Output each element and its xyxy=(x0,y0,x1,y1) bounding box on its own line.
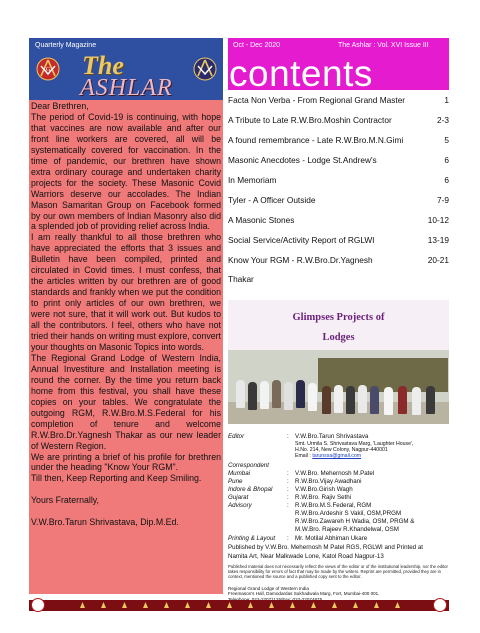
ornament-icon xyxy=(101,602,106,608)
lodge-address: Regional Grand Lodge of Western India Freemason's Hall, Damodardas Sukhadwala Marg, Fort, Mumbai-400 001. xyxy=(228,586,449,607)
ornament-icon xyxy=(164,602,169,608)
toc-item[interactable]: Masonic Anecdotes - Lodge St.Andrew's 6 xyxy=(228,155,449,165)
signature: V.W.Bro.Tarun Shrivastava, Dip.M.Ed. xyxy=(31,517,179,528)
ornament-icon xyxy=(269,602,274,608)
editorial-paragraph: Till then, Keep Reporting and Keep Smiling. xyxy=(31,473,202,484)
square-compass-emblem-right-icon xyxy=(193,54,217,84)
ornament-icon xyxy=(143,602,148,608)
editor-address-2: H.No. 214, New Colony, Nagpur-440001 xyxy=(295,447,388,453)
glimpses-heading xyxy=(228,300,449,350)
toc-item[interactable]: Tyler - A Officer Outside 7-9 xyxy=(228,195,449,205)
issue-volume: The Ashlar : Vol. XVI Issue III xyxy=(338,42,429,49)
toc-item[interactable]: Thakar xyxy=(228,274,254,284)
printing-name: Mr. Motilal Abhiman Ukare xyxy=(295,535,368,542)
ornament-icon xyxy=(80,602,85,608)
closing: Yours Fraternally, xyxy=(31,495,99,506)
correspondent-name: V.W.Bro.Girish Wagh xyxy=(295,486,353,493)
ornament-icon xyxy=(311,602,316,608)
svg-text:G: G xyxy=(45,67,51,73)
published-by: Published by V.W.Bro. Mehernosh M Patel RGS, RGLWI and Printed at Namita Art, Near Malkwade Lone, Katol Road Nagpur-13 xyxy=(228,544,423,560)
ornament-icon xyxy=(122,602,127,608)
toc-item[interactable]: A Masonic Stones 10-12 xyxy=(228,215,449,225)
toc-item[interactable]: A found remembrance - Late R.W.Bro.M.N.Gimi 5 xyxy=(228,135,449,145)
ornament-icon xyxy=(206,602,211,608)
footer-seal-right-icon xyxy=(433,598,447,612)
salutation: Dear Brethren, xyxy=(31,101,89,111)
correspondent-name: V.W.Bro. Mehernosh M.Patel xyxy=(295,470,375,477)
editor-role: Editor xyxy=(228,433,245,440)
toc-item[interactable]: A Tribute to Late R.W.Bro.Moshin Contractor 2-3 xyxy=(228,115,449,125)
glimpses-line-1: Glimpses Projects of xyxy=(292,312,385,323)
ornament-icon xyxy=(227,602,232,608)
editorial-text xyxy=(31,101,221,528)
ornament-icon xyxy=(353,602,358,608)
disclaimer: Published material does not necessarily reflect the views of the editor or of the institutional leadership, nor the editor takes responsibility for errors of fact that may be made by the writers. Reprint are permitted, provided they are in context, mentioned the source and a published copy sent to the editor. xyxy=(228,564,448,580)
masthead-ashlar: ASHLAR xyxy=(80,75,173,101)
editor-email-link[interactable]: tarunssa@gmail.com xyxy=(312,453,362,459)
editorial-paragraph: I am really thankful to all those brethren who have appreciated the efforts that 3 issues and Bulletin have been compiled, printed and circulated in Covid times. I must confess, that the articles written by our brethren are of good standards and frankly when we put the condition to print only articles of our own brethren, we were not sure, that it will work out. But kudos to all the contributors. I feel, others who have not tried their hands on writing must explore, convert your thoughts on Masonic Topics into words. xyxy=(31,232,221,352)
ornament-icon xyxy=(290,602,295,608)
editor-email-label: Email : xyxy=(295,453,311,459)
editorial-paragraph: We are printing a brief of his profile for brethren under the heading "Know Your RGM". xyxy=(31,451,221,473)
masthead-the: The xyxy=(82,51,124,80)
advisory-role: Advisory xyxy=(228,502,252,509)
advisory-name: R.W.Bro.Zawareh H Wadia, OSM, PRGM & xyxy=(295,518,415,525)
toc-item[interactable]: Facta Non Verba - From Regional Grand Master 1 xyxy=(228,95,449,105)
editor-address-1: Smt. Urmila S. Shrivastava Marg, 'Laughter House', xyxy=(295,441,414,447)
ornament-icon xyxy=(395,602,400,608)
ornament-icon xyxy=(185,602,190,608)
ornament-icon xyxy=(332,602,337,608)
correspondent-name: R.W.Bro.Vijay Awadhani xyxy=(295,478,362,485)
toc-item[interactable]: Know Your RGM - R.W.Bro.Dr.Yagnesh 20-21 xyxy=(228,255,449,265)
toc-item[interactable]: In Memoriam 6 xyxy=(228,175,449,185)
square-compass-emblem-icon xyxy=(36,54,60,84)
printing-role: Printing & Layout xyxy=(228,535,276,542)
advisory-name: R.W.Bro.Ardeshir S Vakil, OSM,PRGM xyxy=(295,510,402,517)
footer-ornaments xyxy=(80,602,400,609)
group-photo xyxy=(228,350,449,424)
advisory-name: M.W.Bro. Rajeev R.Khandelwal, OSM xyxy=(295,526,399,533)
contents-title: contents xyxy=(229,53,373,94)
footer-seal-left-icon xyxy=(31,598,45,612)
ornament-icon xyxy=(374,602,379,608)
editorial-paragraph: The Regional Grand Lodge of Western India, Annual Investiture and Installation meeting is round the corner. By the time you return back home from this festival, you shall have these copies on your tables. We congratulate the outgoing RGM, R.W.Bro.M.S.Federal for his completion of tenure and welcome R.W.Bro.Dr.Yagnesh Thakar as our new leader of Western Region. xyxy=(31,352,221,451)
issue-date: Oct - Dec 2020 xyxy=(233,42,281,49)
correspondent-name: R.W.Bro. Rajiv Sethi xyxy=(295,494,352,501)
editorial-paragraph: The period of Covid-19 is continuing, with hope that vaccines are now available and after our front line workers are covered, all will be systematically covered for vaccination. In the time of pandemic, our brethren have shown extra ordinary courage and undertaken charity projects for the society. These Masonic Covid Warriors deserve our accolades. The Indian Mason Samaritan Group on Facebook formed by our own members of Indian Masonry also did a splended job of providing relief across India. xyxy=(31,111,221,232)
editor-name: V.W.Bro.Tarun Shrivastava xyxy=(295,433,369,440)
ornament-icon xyxy=(248,602,253,608)
advisory-name: R.W.Bro.M.S.Federal, RGM xyxy=(295,502,372,509)
glimpses-line-2: Lodges xyxy=(322,332,355,343)
correspondent-label: Correspondent xyxy=(228,462,269,469)
toc-item[interactable]: Social Service/Activity Report of RGLWI 13-19 xyxy=(228,235,449,245)
magazine-label: Quarterly Magazine xyxy=(35,42,97,49)
